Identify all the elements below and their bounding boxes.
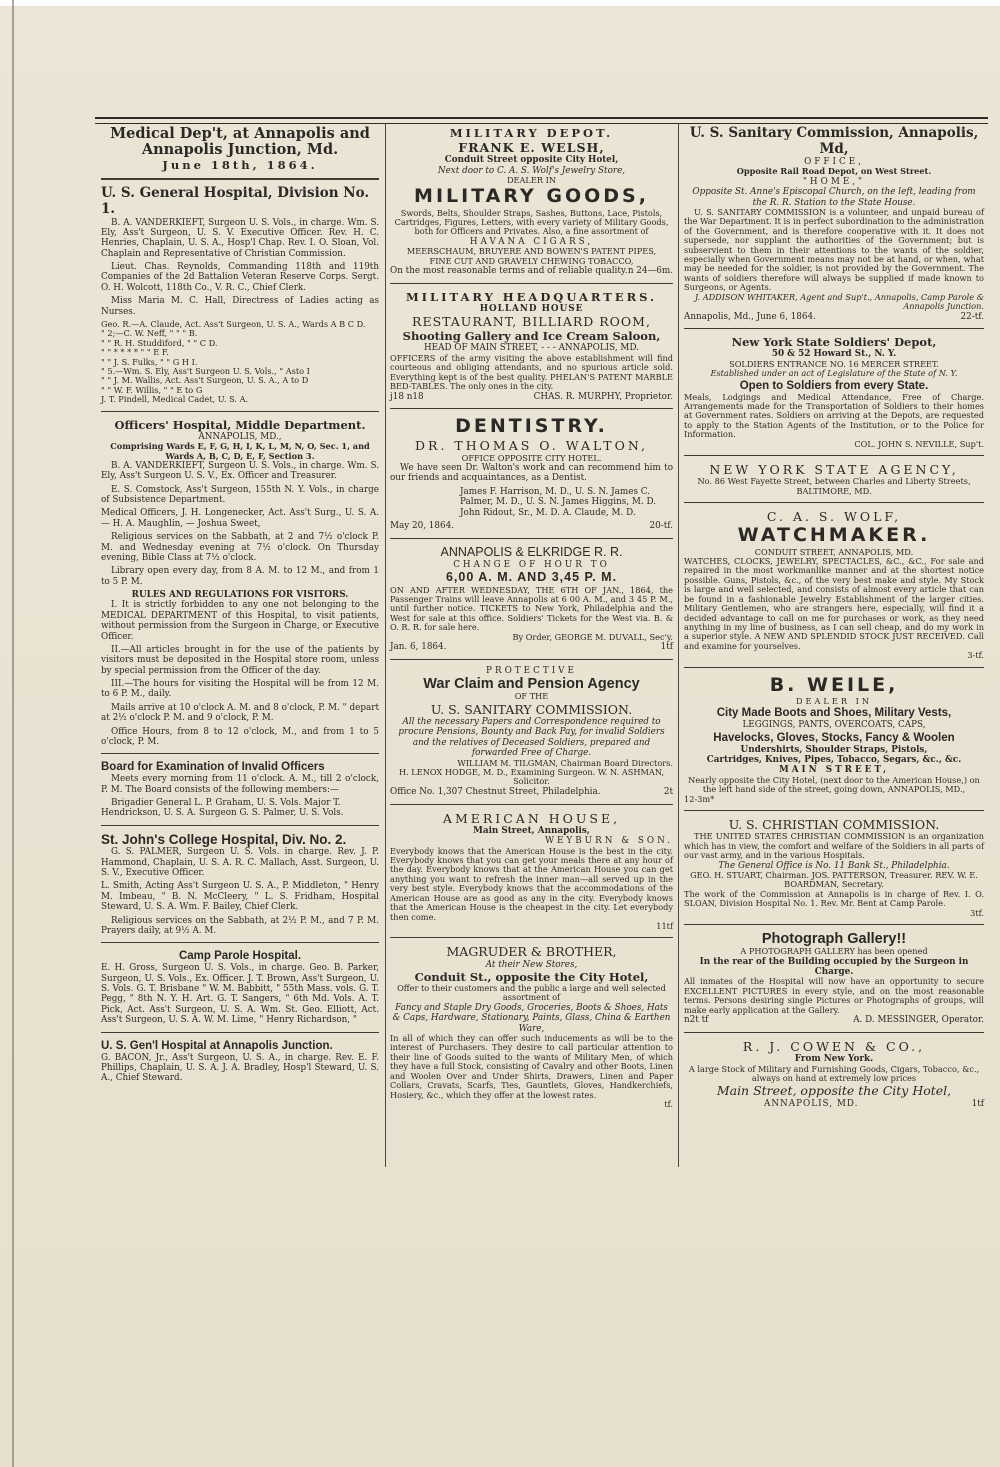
office-hours: Office Hours, from 8 to 12 o'clock, M., and from 1 to 5 o'clock, P. M. [101, 726, 379, 747]
division-1-title: U. S. General Hospital, Division No. 1. [101, 185, 370, 217]
division-1-nurses: Miss Maria M. C. Hall, Directress of Ladies acting as Nurses. [101, 296, 379, 317]
dentist-text: We have seen Dr. Walton's work and can recommend him to our friends and acquaintances, as a Dentist. [390, 463, 673, 484]
stjohn-religious: Religious services on the Sabbath, at 2½ P. M., and 7 P. M. Prayers daily, at 9½ A. M. [101, 915, 379, 936]
junction-title: U. S. Gen'l Hospital at Annapolis Junction. [101, 1039, 333, 1052]
divider [390, 659, 673, 660]
railroad-date: Jan. 6, 1864. [390, 642, 447, 653]
cowen-from: From New York. [794, 1054, 874, 1065]
cowen-city: ANNAPOLIS, MD. [764, 1098, 859, 1109]
wolf-text: WATCHES, CLOCKS, JEWELRY, SPECTACLES, &C., &C., For sale and repaired in the most workmanlike manner and at the shortest notice possible. Guns, Pistols, &c., of the very best make and style. My Stock is large and well selected, and consists of almost every article that can be found in a fashionable Jewelry Establishment of the larger cities. Military Gentlemen, who are strangers here, especially, will find it a decided advantage to call on me for purchases or work, as they need anything in my line of business, as I can sell cheap, and do my work in a superior style. A NEW AND SPLENDID STOCK JUST RECEIVED. Call and examine for yourselves. [684, 556, 984, 651]
ward-line: " 5.—Wm. S. Ely, Ass't Surgeon U. S. Vols., " Asto I [101, 366, 310, 376]
divider [684, 455, 984, 456]
hq-ref: j18 n18 [390, 391, 424, 402]
divider [684, 328, 984, 329]
railroad-order: By Order, GEORGE M. DUVALL, Sec'y. [512, 631, 673, 642]
magruder-ref: tf. [664, 1098, 673, 1109]
divider [101, 825, 379, 826]
sanitary-opposite: Opposite Rail Road Depot, on West Street. [736, 166, 932, 177]
hq-proprietor: CHAS. R. MURPHY, Proprietor. [533, 391, 673, 402]
page-edge [12, 0, 14, 1467]
photo-gallery-opened: A PHOTOGRAPH GALLERY has been opened [740, 946, 928, 957]
hq-title: MILITARY HEADQUARTERS. [405, 289, 658, 304]
claim-protective: PROTECTIVE [486, 665, 577, 676]
cowen-footer [684, 1099, 984, 1110]
divider [684, 667, 984, 668]
column-1 [101, 126, 379, 1087]
dentist-ref: 20-tf. [649, 520, 673, 531]
divider [390, 937, 673, 938]
wolf-street: CONDUIT STREET, ANNAPOLIS, MD. [754, 546, 914, 557]
hq-gallery: Shooting Gallery and Ice Cream Saloon, [402, 329, 661, 344]
dentist-office: OFFICE OPPOSITE CITY HOTEL. [461, 452, 602, 463]
depot-goods-heading: MILITARY GOODS, [414, 185, 649, 208]
parole-staff: E. H. Gross, Surgeon U. S. Vols., in charge. Geo. B. Parker, Surgeon, U. S. Vols., Ex. Officer. J. T. Brown, Ass't Surgeon, U. S. Vols. G. T. Brisbane " W. M. Babbitt, " 55th Mass. vols. G. T. Pegg, " 8th N. Y. H. Art. G. T. Sangers, " 6th Md. Vols. A. T. Pick, Act. Ass't Surgeon, U. S. A. Wm. St. Geo. Elliott, Act. Ass't Surgeon, U. S. A. W. M. Lime, " Henry Richardson, " [101, 963, 379, 1026]
weile-boots: City Made Boots and Shoes, Military Vests, [716, 707, 952, 720]
wards-list [101, 320, 379, 405]
division-1-guard: Lieut. Chas. Reynolds, Commanding 118th and 119th Companies of the 2d Battalion Veteran Reserve Corps. Sergt. O. H. Wolcott, 118th Co., V. R. C., Chief Clerk. [101, 262, 379, 293]
parole-title: Camp Parole Hospital. [178, 950, 302, 963]
column-2 [390, 126, 673, 1109]
ward-line: J. T. Pindell, Medical Cadet, U. S. A. [101, 394, 249, 405]
american-house-ref: 11tf [656, 920, 673, 931]
officers-hospital-wards: Comprising Wards E, F, G, H, I, K, L, M, N, O, Sec. 1, and Wards A, B, C, D, E, F, Section 3. [110, 441, 370, 461]
masthead-title: Medical Dep't, at Annapolis and Annapolis Junction, Md. [110, 125, 370, 159]
divider [390, 538, 673, 539]
divider [390, 408, 673, 409]
cowen-title: R. J. COWEN & CO., [742, 1038, 926, 1054]
officers-staff-2: E. S. Comstock, Ass't Surgeon, 155th N. Y. Vols., in charge of Subsistence Department. [101, 484, 379, 506]
rule-2: II.—All articles brought in for the use of the patients by visitors must be deposited in the Hospital store room, unless by special permission from the Officer of the day. [101, 644, 379, 676]
magruder-offer: Offer to their customers and the public a large and well selected assortment of [397, 983, 666, 1003]
magruder-goods: Fancy and Staple Dry Goods, Groceries, Boots & Shoes, Hats & Caps, Hardware, Stationary, Paints, Glass, China & Earthen Ware, [392, 1002, 671, 1034]
column-divider [678, 124, 679, 1167]
photo-gallery-rear: In the rear of the Building occupied by the Surgeon in Charge. [699, 956, 969, 978]
wolf-name: C. A. S. WOLF, [766, 509, 902, 525]
dentist-date: May 20, 1864. [390, 520, 454, 531]
depot-tobacco: FINE CUT AND GRAVELY CHEWING TOBACCO, [429, 255, 634, 266]
ny-depot-address: 50 & 52 Howard St., N. Y. [771, 349, 897, 360]
depot-title: MILITARY DEPOT. [449, 126, 614, 140]
column-3 [684, 126, 984, 1109]
board-title: Board for Examination of Invalid Officers [101, 761, 325, 774]
dentist-name: DR. THOMAS O. WALTON, [415, 438, 648, 454]
depot-next-door: Next door to C. A. S. Wolf's Jewelry Store, [437, 165, 626, 176]
ny-depot-colonel: COL. JOHN S. NEVILLE, Sup't. [854, 438, 984, 449]
wolf-ref: 3-tf. [967, 650, 984, 661]
claim-title: War Claim and Pension Agency [423, 676, 640, 693]
ny-agency-text: No. 86 West Fayette Street, between Charles and Liberty Streets, BALTIMORE, MD. [697, 476, 971, 496]
depot-dealer: DEALER IN [506, 175, 557, 186]
railroad-title: ANNAPOLIS & ELKRIDGE R. R. [440, 544, 623, 559]
photo-gallery-footer [684, 1015, 984, 1026]
sanitary-date: Annapolis, Md., June 6, 1864. [684, 311, 816, 322]
divider [101, 753, 379, 754]
weile-main-street: MAIN STREET, [778, 765, 890, 776]
hq-footer [390, 392, 673, 403]
sanitary-ref: 22-tf. [960, 311, 984, 322]
dentistry-title: DENTISTRY. [455, 415, 608, 438]
weile-dealer: DEALER IN [795, 695, 873, 706]
stjohn-staff: G. S. PALMER, Surgeon U. S. Vols. in charge. Rev. J. P. Hammond, Chaplain, U. S. A. R. C. Mallach, Asst. Surgeon, U. S. V., Executive Officer. [101, 847, 379, 879]
divider [684, 924, 984, 925]
library-hours: Library open every day, from 8 A. M. to 12 M., and from 1 to 5 P. M. [101, 566, 379, 587]
railroad-hours: 6,00 A. M. AND 3,45 P. M. [445, 570, 618, 585]
railroad-text: ON AND AFTER WEDNESDAY, THE 6TH OF JAN., 1864, the Passenger Trains will leave Annapolis at 6 00 A. M., and 3 45 P. M., until further notice. TICKETS to New York, Philadelphia and the West for sale at this office. Soldiers' Tickets for the West via. B. & O. R. R. for sale here. [390, 584, 673, 633]
stjohn-title: St. John's College Hospital, Div. No. 2. [101, 831, 347, 847]
american-house-text: Everybody knows that the American House is the best in the city. Everybody knows that you can get your meals there at any hour of the day. Everybody knows that at the American House you can get anything you want to refresh the inner man—all served up in the very best style. Everybody knows that the accommodations of the American House are as good as any in the city. Everybody knows that the American House is the cheapest in the city. Let everybody then come. [390, 845, 673, 922]
top-rule [95, 117, 988, 119]
sanitary-home: "HOME," [802, 176, 866, 187]
cowen-ref: 1tf [971, 1098, 984, 1109]
hq-house: HOLLAND HOUSE [479, 303, 584, 314]
depot-address: Conduit Street opposite City Hotel, [444, 155, 619, 166]
railroad-change: CHANGE OF HOUR TO [453, 559, 610, 570]
ward-line: " " J. M. Wallis, Act. Ass't Surgeon, U. S. A., A to D [101, 375, 309, 386]
ny-depot-open: Open to Soldiers from every State. [739, 379, 929, 392]
railroad-ref: 1tf [660, 642, 673, 653]
claim-surgeon: H. LENOX HODGE, M. D., Examining Surgeon. W. N. ASHMAN, Solicitor. [398, 767, 665, 787]
ny-depot-entrance: SOLDIERS ENTRANCE NO. 16 MERCER STREET. [729, 358, 939, 369]
wolf-trade: WATCHMAKER. [737, 524, 931, 547]
christian-commission-title: U. S. CHRISTIAN COMMISSION. [728, 817, 940, 833]
depot-terms: On the most reasonable terms and of reliable quality. [390, 266, 628, 277]
magruder-stores: At their New Stores, [485, 959, 578, 970]
mails-schedule: Mails arrive at 10 o'clock A. M. and 8 o'clock, P. M. " depart at 2½ o'clock P. M. and 9 o'clock, P. M. [101, 702, 379, 724]
magruder-title: MAGRUDER & BROTHER, [446, 944, 617, 960]
officers-hospital-place: ANNAPOLIS, MD., [198, 431, 282, 442]
ward-line: " " W. F. Willis, " " E to G [101, 384, 203, 395]
weile-leggings: LEGGINGS, PANTS, OVERCOATS, CAPS, [742, 720, 926, 731]
claim-office: Office No. 1,307 Chestnut Street, Philadelphia. [390, 786, 601, 797]
stjohn-list: L. Smith, Acting Ass't Surgeon U. S. A., P. Middleton, " Henry M. Imbeau, " B. N. McCleery, " L. S. Fridham, Hospital Steward, U. S. A. Wm. F. Bailey, Chief Clerk. [101, 881, 379, 913]
photo-gallery-ref: n2t tf [684, 1015, 709, 1026]
claim-commission: U. S. SANITARY COMMISSION. [430, 701, 633, 717]
hq-text: OFFICERS of the army visiting the above establishment will find courteous and obliging attendants, and no spurious article sold. Everything kept is of the best quality. PHELAN'S PATENT MARBLE BED-TABLES. The only ones in the city. [390, 352, 673, 392]
christian-commission-work: The work of the Commission at Annapolis is in charge of Rev. I. O. SLOAN, Division Hospital No. 1. Rev. Mr. Bent at Camp Parole. [684, 888, 984, 909]
depot-ref: n 24—6m. [627, 266, 673, 277]
column-divider [385, 124, 386, 1167]
christian-commission-ref: 3tf. [970, 907, 984, 918]
sanitary-title: U. S. Sanitary Commission, Annapolis, Md, [689, 125, 979, 157]
magruder-text: In all of which they can offer such inducements as will be to the interest of Purchasers. They desire to call particular attention to their line of Goods suited to the wants of Military Men, of which they have a full Stock, consisting of Cavalry and other Boots, Linen and Woolen Over and Under Shirts, Drawers, Linen and Paper Collars, Cravats, Scarfs, Ties, Gauntlets, Gloves, Handkerchiefs, Hosiery, &c., which they offer at the lowest rates. [390, 1032, 673, 1100]
cowen-text: A large Stock of Military and Furnishing Goods, Cigars, Tobacco, &c., always on hand at extremely low prices [688, 1063, 980, 1083]
depot-footer [390, 266, 673, 277]
claim-text: All the necessary Papers and Correspondence required to procure Pensions, Bounty and Back Pay, for invalid Soldiers and the relatives of Deceased Soldiers, prepared and forwarded Free of Charge. [398, 717, 665, 759]
board-members: Brigadier General L. P. Graham, U. S. Vols. Major T. Hendrickson, U. S. A. Surgeon G. S. Palmer, U. S. Vols. [101, 798, 344, 819]
depot-owner: FRANK E. WELSH, [458, 140, 605, 156]
rule-1: I. It is strictly forbidden to any one not belonging to the MEDICAL DEPARTMENT of this Hospital, to visit patients, without permission from the Surgeon in Charge, or Executive Officer. [101, 600, 379, 642]
sanitary-church: Opposite St. Anne's Episcopal Church, on the left, leading from the R. R. Station to the State House. [692, 187, 976, 208]
weile-havelocks: Havelocks, Gloves, Stocks, Fancy & Woolen [713, 731, 955, 744]
sanitary-agent: J. ADDISON WHITAKER, Agent and Sup't., Annapolis, Camp Parole & Annapolis Junction. [694, 291, 984, 312]
christian-commission-text: THE UNITED STATES CHRISTIAN COMMISSION is an organization which has in view, the comfort and welfare of the Soldiers in all parts of our vast army, and in the various Hospitals. [684, 831, 984, 861]
officers-staff-1: B. A. VANDERKIEFT, Surgeon U. S. Vols., in charge. Wm. S. Ely, Ass't Surgeon U. S. V., Ex. Officer and Treasurer. [101, 460, 379, 482]
american-house-street: Main Street, Annapolis, [473, 825, 590, 836]
religious-services: Religious services on the Sabbath, at 2 and 7½ o'clock P. M. and Wednesday evening at 7½ o'clock. On Thursday evening, Bible Class at 7½ o'clock. [101, 532, 379, 563]
photo-gallery-text: All inmates of the Hospital will now have an opportunity to secure EXCELLENT PICTURES in every style, and on the most reasonable terms. Persons desiring single Pictures or Photographs of groups, will make early application at the Gallery. [684, 976, 984, 1015]
weile-ref: 12-3m* [684, 793, 715, 804]
divider [101, 178, 379, 180]
american-house-title: AMERICAN HOUSE, [442, 810, 621, 826]
rules-title: RULES AND REGULATIONS FOR VISITORS. [131, 590, 349, 601]
christian-commission-office: The General Office is No. 11 Bank St., Philadelphia. [718, 860, 950, 871]
depot-goods-text: Swords, Belts, Shoulder Straps, Sashes, Buttons, Lace, Pistols, Cartridges, Figures, Letters, with every variety of Military Goods, both for Officers and Privates. Also, a fine assortment of [394, 207, 669, 237]
weile-undershirts: Undershirts, Shoulder Straps, Pistols, [740, 744, 928, 755]
american-house-owners: WEYBURN & SON. [544, 836, 673, 847]
dentist-footer [390, 521, 673, 532]
division-1-staff: B. A. VANDERKIEFT, Surgeon U. S. Vols., in charge. Wm. S. Ely, Ass't Surgeon, U. S. V. Executive Officer. Rev. H. C. Henries, Chaplain, U. S. A., Hosp'l Chap. Rev. I. O. Sloan, Vol. Chaplain and Representative of Christian Commission. [101, 217, 379, 259]
cowen-main: Main Street, opposite the City Hotel, [716, 1083, 952, 1099]
depot-cigars: HAVANA CIGARS, [469, 236, 594, 247]
top-rule-thin [95, 123, 988, 124]
ward-line: " " J. S. Fulks, " " G H I. [101, 356, 198, 367]
sanitary-office: OFFICE, [804, 157, 864, 168]
divider [101, 1032, 379, 1033]
depot-pipes: MEERSCHAUM, BRUYERE AND BOWEN'S PATENT PIPES, [406, 246, 657, 257]
ward-line: " 2;—C. W. Neff, " " " B. [101, 328, 198, 339]
ny-depot-established: Established under an act of Legislature of the State of N. Y. [710, 368, 958, 379]
masthead-date: June 18th, 1864. [162, 158, 318, 173]
divider [101, 411, 379, 412]
claim-ref: 2t [663, 786, 673, 797]
ward-line: " " * * * * " " E F. [101, 347, 169, 358]
ny-depot-title: New York State Soldiers' Depot, [731, 335, 937, 350]
ny-depot-text: Meals, Lodgings and Medical Attendance, Free of Charge. Arrangements made for the Transportation of Soldiers to their homes at Government rates. Soldiers on arriving at the Depots, are requested to apply to the Station Agents of the Institution, or to the Police for Information. [684, 391, 984, 440]
sanitary-footer [684, 312, 984, 323]
photo-gallery-title: Photograph Gallery!! [761, 931, 907, 948]
ny-agency-title: NEW YORK STATE AGENCY, [709, 462, 959, 478]
claim-footer [390, 787, 673, 798]
christian-commission-officers: GEO. H. STUART, Chairman. JOS. PATTERSON, Treasurer. REV. W. E. BOARDMAN, Secretary. [690, 869, 978, 890]
hq-restaurant: RESTAURANT, BILLIARD ROOM, [412, 314, 651, 330]
dentist-references: James F. Harrison, M. D., U. S. N. James C. Palmer, M. D., U. S. N. James Higgins, M. D. John Ridout, Sr., M. D. A. Claude, M. D. [460, 486, 657, 518]
claim-of: OF THE [514, 691, 549, 702]
weile-text: Nearly opposite the City Hotel, (next door to the American House,) on the left hand side of the street, going down, ANNAPOLIS, MD., [688, 774, 980, 795]
divider [390, 804, 673, 805]
divider [101, 942, 379, 943]
railroad-footer [390, 642, 673, 653]
divider [684, 810, 984, 811]
magruder-street: Conduit St., opposite the City Hotel, [414, 970, 649, 984]
ward-line: Geo. R.—A. Claude, Act. Ass't Surgeon, U. S. A., Wards A B C D. [101, 318, 366, 329]
hq-head: HEAD OF MAIN STREET, - - - ANNAPOLIS, MD. [424, 343, 639, 354]
divider [390, 283, 673, 284]
board-text: Meets every morning from 11 o'clock. A. M., till 2 o'clock, P. M. The Board consists of the following members:— [101, 774, 379, 795]
officers-hospital-title: Officers' Hospital, Middle Department. [114, 417, 366, 432]
divider [684, 502, 984, 503]
rule-3: III.—The hours for visiting the Hospital will be from 12 M. to 6 P. M., daily. [101, 679, 379, 700]
claim-chairman: WILLIAM M. TILGMAN, Chairman Board Directors. [457, 757, 673, 768]
weile-cartridges: Cartridges, Knives, Pipes, Tobacco, Segars, &c., &c. [706, 755, 962, 766]
sanitary-text: U. S. SANITARY COMMISSION is a volunteer, and unpaid bureau of the War Department. It is in perfect subordination to the administration of the Government, and is therefore cooperative with it. It does not supersede, nor supplant the authorities of the Government; but is subservient to them in their attentions to the wants of the soldier, especially when Government means may not be at hand, or when, what may be needed for the soldier, is not provided by the Government. The wants of soldiers therefore will always be supplied if made known to Surgeons, or Agents. [684, 206, 984, 293]
officers-staff-3: Medical Officers, J. H. Longenecker, Act. Ass't Surg., U. S. A. — H. A. Maughlin, — Joshua Sweet, [101, 508, 379, 529]
divider [684, 1032, 984, 1033]
ward-line: " " R. H. Studdiford, " " C D. [101, 337, 218, 348]
weile-name: B. WEILE, [769, 673, 899, 696]
junction-staff: G. BACON, Jr., Ass't Surgeon, U. S. A., in charge. Rev. E. F. Phillips, Chaplain, U. S. A. J. A. Bradley, Hosp'l Steward, U. S. A., Chief Steward. [101, 1052, 379, 1084]
photo-gallery-operator: A. D. MESSINGER, Operator. [853, 1015, 984, 1026]
